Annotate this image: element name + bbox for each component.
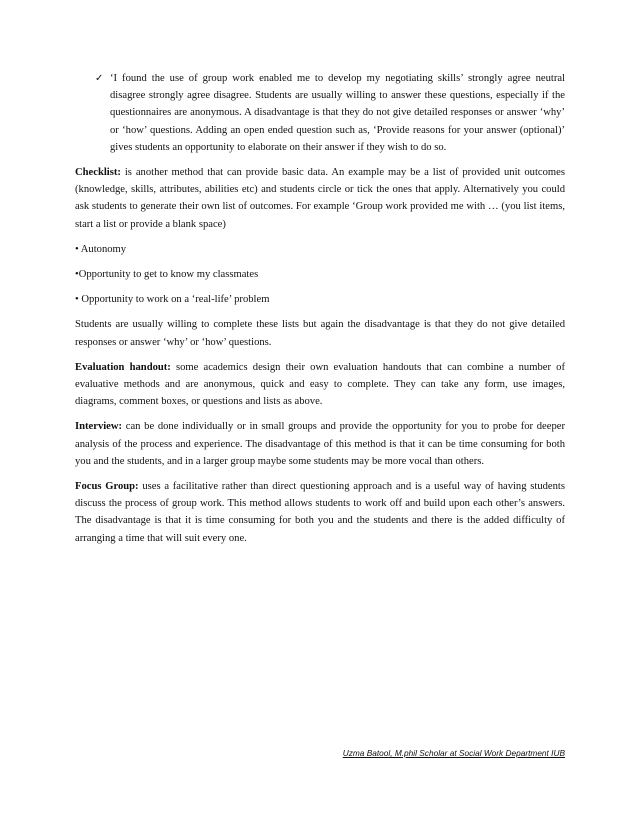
document-body <box>75 70 565 555</box>
interview-text: can be done individually or in small groups and provide the opportunity for you to probe for deeper analysis of the process and experience. The disadvantage of this method is that it can be time consuming for both you and the students, and in a larger group maybe some students may be more vocal than others. <box>75 421 565 467</box>
bullet-text: ‘I found the use of group work enabled me to develop my negotiating skills’ strongly agree neutral disagree strongly agree disagree. Students are usually willing to answer these questions, especially if the questionnaires are anonymous. A disadvantage is that they do not give detailed responses or answer ‘why’ or ‘how’ questions. Adding an open ended question such as, ‘Provide reasons for your answer (optional)’ gives students an opportunity to elaborate on their answer if they wish to do so. <box>110 73 565 153</box>
evaluation-paragraph <box>75 359 565 411</box>
evaluation-text: some academics design their own evaluation handouts that can combine a number of evaluative methods and are anonymous, quick and easy to complete. They can take any form, use images, diagrams, comment boxes, or questions and lists as above. <box>75 361 565 408</box>
list-item: • Opportunity to work on a ‘real-life’ problem <box>75 294 270 306</box>
interview-paragraph <box>75 418 565 470</box>
list-item: • Autonomy <box>75 243 127 255</box>
list-item: •Opportunity to get to know my classmates <box>75 269 259 281</box>
checkmark-icon: ✓ <box>95 73 104 84</box>
evaluation-heading: Evaluation handout: <box>75 361 171 373</box>
checkmark-bullet-item <box>75 70 565 156</box>
focus-group-text: uses a facilitative rather than direct questioning approach and is a useful way of having students discuss the process of group work. This method allows students to work off and build upon each other’s answers. The disadvantage is that it is time consuming for both you and the students and there is the added difficulty of arranging a time that will suit every one. <box>75 481 565 544</box>
focus-group-paragraph <box>75 478 565 547</box>
checklist-paragraph <box>75 164 565 233</box>
focus-group-heading: Focus Group: <box>75 481 139 493</box>
page-footer: Uzma Batool, M.phil Scholar at Social Work Department IUB <box>342 748 565 758</box>
checklist-followup-paragraph: Students are usually willing to complete these lists but again the disadvantage is that they do not give detailed responses or answer ‘why’ or ‘how’ questions. <box>75 319 565 348</box>
checklist-heading: Checklist: <box>75 167 121 179</box>
checklist-text: is another method that can provide basic data. An example may be a list of provided unit outcomes (knowledge, skills, attributes, abilities etc) and students circle or tick the ones that apply. Alternatively you could ask students to generate their own list of outcomes. For example ‘Group work provided me with … (you list items, start a list or provide a blank space) <box>75 167 565 230</box>
interview-heading: Interview: <box>75 421 123 433</box>
